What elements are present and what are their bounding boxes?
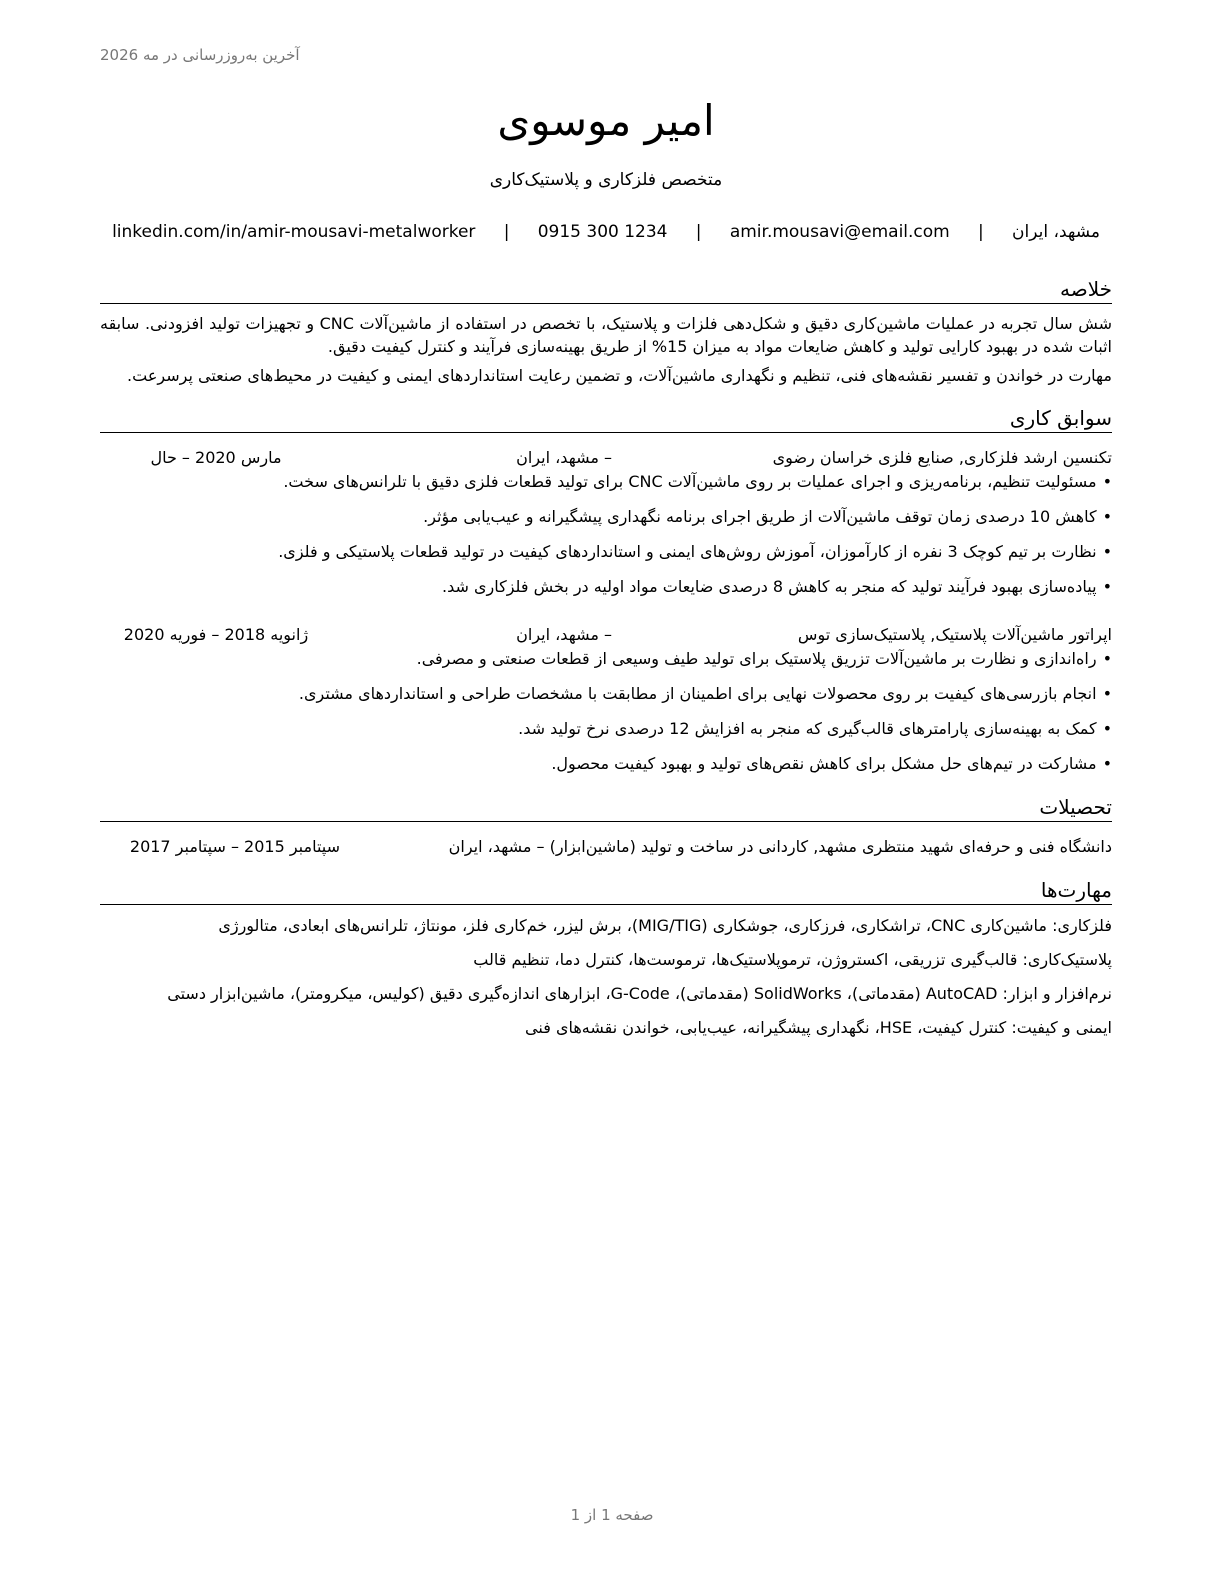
education-entry xyxy=(100,834,1112,860)
job-bullets xyxy=(100,471,1112,598)
job-bullet: • انجام بازرسی‌های کیفیت بر روی محصولات نهایی برای اطمینان از مطابقت با مشخصات طراحی و استانداردهای مشتری. xyxy=(100,683,1112,705)
candidate-name: امیر موسوی xyxy=(497,96,715,145)
last-updated-note: آخرین به‌روزرسانی در مه 2026 xyxy=(100,46,300,64)
job-title: تکنسین ارشد فلزکاری, صنایع فلزی خراسان رضوی xyxy=(772,448,1112,467)
section-heading-skills: مهارت‌ها xyxy=(100,876,1112,905)
job-dates: مارس 2020 – حال xyxy=(150,448,282,467)
education-dates: سپتامبر 2015 – سپتامبر 2017 xyxy=(129,837,340,856)
job-entry xyxy=(100,447,1112,598)
contact-separator: | xyxy=(695,222,702,242)
summary-paragraph: شش سال تجربه در عملیات ماشین‌کاری دقیق و شکل‌دهی فلزات و پلاستیک، با تخصص در استفاده از ماشین‌آلات CNC و تجهیزات تولید افزودنی. سابقه اثبات شده در بهبود کارایی تولید و کاهش ضایعات مواد به میزان 15% از طریق بهینه‌سازی فرآیند و کنترل کیفیت دقیق. xyxy=(100,314,1112,356)
skill-line: فلزکاری: ماشین‌کاری CNC، تراشکاری، فرزکاری، جوشکاری (MIG/TIG)، برش لیزر، خم‌کاری فلز، مونتاژ، تلرانس‌های ابعادی، متالورژی xyxy=(218,916,1112,935)
section-heading-summary: خلاصه xyxy=(100,275,1112,304)
resume-content xyxy=(100,92,1112,1041)
summary-paragraph: مهارت در خواندن و تفسیر نقشه‌های فنی، تنظیم و نگهداری ماشین‌آلات، و تضمین رعایت استانداردهای ایمنی و کیفیت در محیط‌های صنعتی پرسرعت. xyxy=(127,366,1112,385)
contact-location: مشهد، ایران xyxy=(1012,222,1100,242)
page-number: صفحه 1 از 1 xyxy=(570,1506,654,1524)
job-dates: ژانویه 2018 – فوریه 2020 xyxy=(123,625,309,644)
candidate-title: متخصص فلزکاری و پلاستیک‌کاری xyxy=(489,170,723,190)
section-heading-experience: سوابق کاری xyxy=(100,404,1112,433)
job-bullet: • کاهش 10 درصدی زمان توقف ماشین‌آلات از طریق اجرای برنامه نگهداری پیشگیرانه و عیب‌یابی مؤثر. xyxy=(100,506,1112,528)
job-bullet: • راه‌اندازی و نظارت بر ماشین‌آلات تزریق پلاستیک برای تولید طیف وسیعی از قطعات صنعتی و مصرفی. xyxy=(100,648,1112,670)
job-bullet: • مشارکت در تیم‌های حل مشکل برای کاهش نقص‌های تولید و بهبود کیفیت محصول. xyxy=(100,753,1112,775)
job-header xyxy=(100,624,1112,646)
job-bullet: • پیاده‌سازی بهبود فرآیند تولید که منجر به کاهش 8 درصدی ضایعات مواد اولیه در بخش فلزکاری شد. xyxy=(100,576,1112,598)
job-bullet: • مسئولیت تنظیم، برنامه‌ریزی و اجرای عملیات بر روی ماشین‌آلات CNC برای تولید قطعات فلزی دقیق با تلرانس‌های سخت. xyxy=(100,471,1112,493)
contact-phone: 0915 300 1234 xyxy=(537,222,668,242)
contact-separator: | xyxy=(503,222,510,242)
section-heading-education: تحصیلات xyxy=(100,793,1112,822)
skill-line: نرم‌افزار و ابزار: AutoCAD (مقدماتی)، SolidWorks (مقدماتی)، G-Code، ابزارهای اندازه‌گیری دقیق (کولیس، میکرومتر)، ماشین‌ابزار دستی xyxy=(167,984,1112,1003)
contact-email[interactable]: amir.mousavi@email.com xyxy=(729,222,950,242)
skill-line: ایمنی و کیفیت: کنترل کیفیت، HSE، نگهداری پیشگیرانه، عیب‌یابی، خواندن نقشه‌های فنی xyxy=(525,1018,1112,1037)
job-location: – مشهد، ایران xyxy=(516,448,612,467)
job-entry xyxy=(100,624,1112,775)
job-bullets xyxy=(100,648,1112,775)
contact-line xyxy=(100,220,1112,244)
contact-separator: | xyxy=(978,222,984,242)
job-location: – مشهد، ایران xyxy=(516,625,612,644)
education-details: دانشگاه فنی و حرفه‌ای شهید منتظری مشهد, کاردانی در ساخت و تولید (ماشین‌ابزار) – مشهد، ایران xyxy=(448,837,1112,856)
contact-linkedin[interactable]: linkedin.com/in/amir-mousavi-metalworker xyxy=(112,222,476,242)
job-bullet: • نظارت بر تیم کوچک 3 نفره از کارآموزان، آموزش روش‌های ایمنی و استانداردهای کیفیت در تولید قطعات پلاستیکی و فلزی. xyxy=(100,541,1112,563)
job-bullet: • کمک به بهینه‌سازی پارامترهای قالب‌گیری که منجر به افزایش 12 درصدی نرخ تولید شد. xyxy=(100,718,1112,740)
job-header xyxy=(100,447,1112,469)
skill-line: پلاستیک‌کاری: قالب‌گیری تزریقی، اکستروژن، ترموپلاستیک‌ها، ترموست‌ها، کنترل دما، تنظیم قالب xyxy=(473,950,1112,969)
job-title: اپراتور ماشین‌آلات پلاستیک, پلاستیک‌سازی توس xyxy=(797,625,1112,644)
